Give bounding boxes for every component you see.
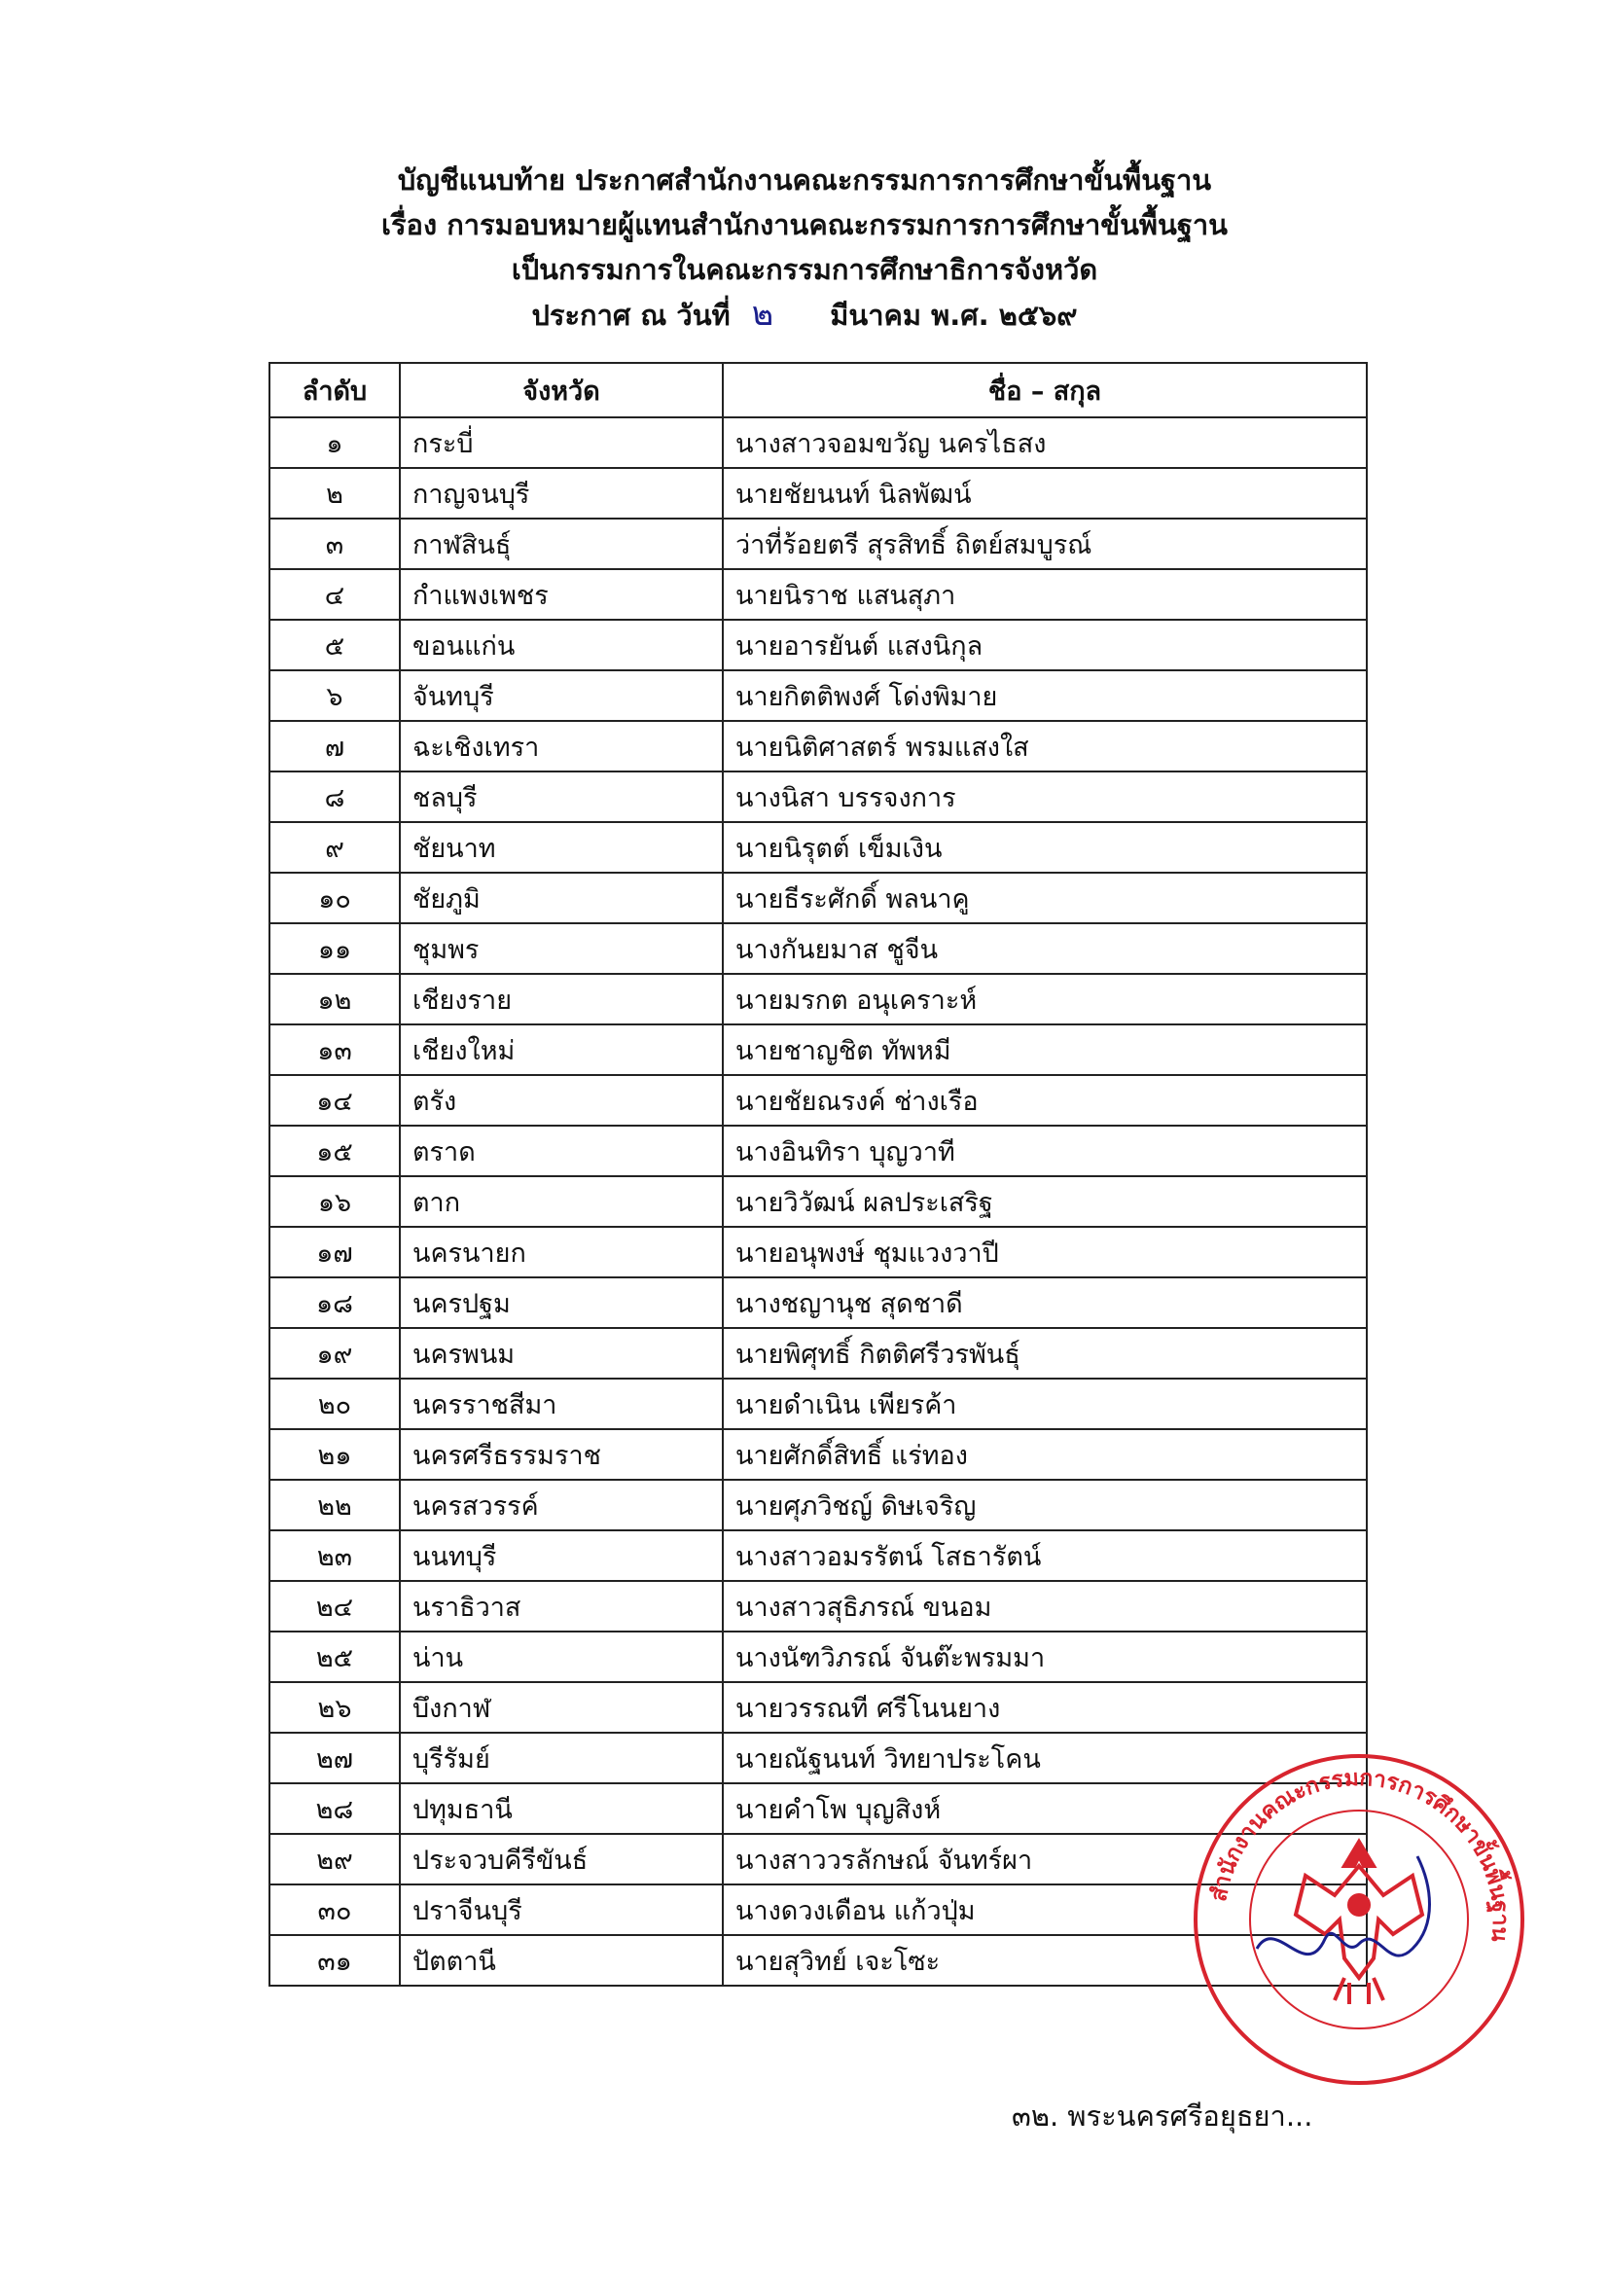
table-row [269,1682,1367,1733]
row-order-number: ๑๔ [269,1075,400,1126]
row-province: ฉะเชิงเทรา [400,721,723,771]
date-suffix: มีนาคม พ.ศ. ๒๕๖๙ [830,299,1078,332]
table-row [269,468,1367,519]
row-province: นครนายก [400,1227,723,1277]
row-order-number: ๓ [269,519,400,569]
row-province: นราธิวาส [400,1581,723,1632]
row-province: ชัยภูมิ [400,873,723,923]
row-province: นนทบุรี [400,1530,723,1581]
row-province: นครพนม [400,1328,723,1379]
row-order-number: ๒๑ [269,1429,400,1480]
date-day-handwritten: ๒ [751,295,774,334]
row-order-number: ๙ [269,822,400,873]
table-row [269,417,1367,468]
row-person-name: นางอินทิรา บุญวาที [723,1126,1367,1176]
row-person-name: นายคำโพ บุญสิงห์ [723,1783,1367,1834]
row-province: บุรีรัมย์ [400,1733,723,1783]
table-row [269,1429,1367,1480]
row-person-name: นางนัฑวิภรณ์ จันต๊ะพรมมา [723,1632,1367,1682]
row-order-number: ๒๗ [269,1733,400,1783]
table-row [269,1581,1367,1632]
table-row [269,721,1367,771]
header-line-3: เป็นกรรมการในคณะกรรมการศึกษาธิการจังหวัด [511,253,1098,286]
row-province: นครราชสีมา [400,1379,723,1429]
table-row [269,974,1367,1024]
row-province: กระบี่ [400,417,723,468]
row-person-name: นางดวงเดือน แก้วปุ่ม [723,1884,1367,1935]
header-line-1: บัญชีแนบท้าย ประกาศสำนักงานคณะกรรมการการศึกษาขั้นพื้นฐาน [397,163,1212,197]
table-row [269,923,1367,974]
row-order-number: ๒ [269,468,400,519]
row-province: นครสวรรค์ [400,1480,723,1530]
table-row [269,1480,1367,1530]
row-province: ชัยนาท [400,822,723,873]
row-person-name: นางชญานุช สุดชาดี [723,1277,1367,1328]
row-person-name: นายวิวัฒน์ ผลประเสริฐ [723,1176,1367,1227]
header-line-2: เรื่อง การมอบหมายผู้แทนสำนักงานคณะกรรมการการศึกษาขั้นพื้นฐาน [381,208,1228,241]
row-order-number: ๒๔ [269,1581,400,1632]
representatives-table [268,362,1368,1987]
row-province: กาญจนบุรี [400,468,723,519]
row-province: นครปฐม [400,1277,723,1328]
row-person-name: นายพิศุทธิ์ กิตติศรีวรพันธุ์ [723,1328,1367,1379]
row-order-number: ๔ [269,569,400,620]
table-row [269,670,1367,721]
row-person-name: นางกันยมาส ชูจีน [723,923,1367,974]
announcement-date [0,292,1609,338]
row-order-number: ๖ [269,670,400,721]
row-order-number: ๕ [269,620,400,670]
row-order-number: ๑๙ [269,1328,400,1379]
row-person-name: นายอนุพงษ์ ชุมแวงวาปี [723,1227,1367,1277]
row-order-number: ๑๓ [269,1024,400,1075]
table-row [269,1530,1367,1581]
row-person-name: นายชาญชิต ทัพหมี [723,1024,1367,1075]
row-order-number: ๗ [269,721,400,771]
table-row [269,620,1367,670]
table-row [269,822,1367,873]
table-row [269,1632,1367,1682]
row-order-number: ๒๒ [269,1480,400,1530]
row-person-name: นางสาวจอมขวัญ นครไธสง [723,417,1367,468]
row-person-name: นายวรรณที ศรีโนนยาง [723,1682,1367,1733]
row-order-number: ๑๕ [269,1126,400,1176]
row-order-number: ๒๐ [269,1379,400,1429]
table-row [269,1379,1367,1429]
date-prefix: ประกาศ ณ วันที่ [531,299,731,332]
continuation-note: ๓๒. พระนครศรีอยุธยา... [1012,2099,1313,2133]
row-person-name: นายธีระศักดิ์ พลนาคู [723,873,1367,923]
signature-mark [1257,1856,1430,1955]
table-row [269,519,1367,569]
row-province: ประจวบคีรีขันธ์ [400,1834,723,1884]
row-province: ชลบุรี [400,771,723,822]
row-person-name: นายสุวิทย์ เจะโซะ [723,1935,1367,1986]
row-order-number: ๑๑ [269,923,400,974]
table-row [269,1075,1367,1126]
table-row [269,771,1367,822]
row-person-name: ว่าที่ร้อยตรี สุรสิทธิ์ ถิตย์สมบูรณ์ [723,519,1367,569]
row-province: เชียงใหม่ [400,1024,723,1075]
seal-text: สำนักงานคณะกรรมการการศึกษาขั้นพื้นฐาน [1205,1765,1514,1944]
row-province: น่าน [400,1632,723,1682]
table-row [269,1277,1367,1328]
row-order-number: ๒๙ [269,1834,400,1884]
row-province: ปทุมธานี [400,1783,723,1834]
row-person-name: นางสาวสุธิภรณ์ ขนอม [723,1581,1367,1632]
row-province: นครศรีธรรมราช [400,1429,723,1480]
row-person-name: นายศุภวิชญ์ ดิษเจริญ [723,1480,1367,1530]
document-header [0,158,1609,338]
table-row [269,569,1367,620]
row-order-number: ๒๘ [269,1783,400,1834]
row-order-number: ๒๓ [269,1530,400,1581]
row-person-name: นายอารยันต์ แสงนิกุล [723,620,1367,670]
row-person-name: นายศักดิ์สิทธิ์ แร่ทอง [723,1429,1367,1480]
row-province: กาฬสินธุ์ [400,519,723,569]
table-header-row [269,363,1367,417]
row-person-name: นายมรกต อนุเคราะห์ [723,974,1367,1024]
row-province: กำแพงเพชร [400,569,723,620]
row-person-name: นายชัยณรงค์ ช่างเรือ [723,1075,1367,1126]
row-province: บึงกาฬ [400,1682,723,1733]
row-order-number: ๑๖ [269,1176,400,1227]
table-row [269,1176,1367,1227]
table-row [269,1328,1367,1379]
row-province: จันทบุรี [400,670,723,721]
row-province: ปัตตานี [400,1935,723,1986]
official-seal-stamp [1189,1749,1529,2090]
row-person-name: นายชัยนนท์ นิลพัฒน์ [723,468,1367,519]
column-header-name: ชื่อ – สกุล [723,363,1367,417]
row-order-number: ๒๖ [269,1682,400,1733]
row-province: เชียงราย [400,974,723,1024]
row-order-number: ๑๗ [269,1227,400,1277]
row-province: ตาก [400,1176,723,1227]
row-person-name: นายณัฐนนท์ วิทยาประโคน [723,1733,1367,1783]
row-province: ชุมพร [400,923,723,974]
row-order-number: ๓๐ [269,1884,400,1935]
row-person-name: นายนิรุตต์ เข็มเงิน [723,822,1367,873]
row-order-number: ๑ [269,417,400,468]
row-person-name: นายนิติศาสตร์ พรมแสงใส [723,721,1367,771]
row-order-number: ๑๒ [269,974,400,1024]
row-person-name: นางสาวอมรรัตน์ โสธารัตน์ [723,1530,1367,1581]
row-person-name: นายดำเนิน เพียรค้า [723,1379,1367,1429]
row-order-number: ๘ [269,771,400,822]
row-person-name: นายกิตติพงศ์ โด่งพิมาย [723,670,1367,721]
seal-outer-ring [1196,1756,1522,2083]
row-person-name: นางสาววรลักษณ์ จันทร์ผา [723,1834,1367,1884]
garuda-emblem-icon [1296,1842,1422,2004]
table-row [269,1126,1367,1176]
column-header-province: จังหวัด [400,363,723,417]
row-order-number: ๓๑ [269,1935,400,1986]
row-order-number: ๑๐ [269,873,400,923]
row-order-number: ๑๘ [269,1277,400,1328]
row-person-name: นายนิราช แสนสุภา [723,569,1367,620]
table-row [269,1227,1367,1277]
table-row [269,873,1367,923]
row-province: ตราด [400,1126,723,1176]
row-order-number: ๒๕ [269,1632,400,1682]
row-province: ปราจีนบุรี [400,1884,723,1935]
row-province: ตรัง [400,1075,723,1126]
column-header-order: ลำดับ [269,363,400,417]
row-province: ขอนแก่น [400,620,723,670]
row-person-name: นางนิสา บรรจงการ [723,771,1367,822]
table-row [269,1024,1367,1075]
